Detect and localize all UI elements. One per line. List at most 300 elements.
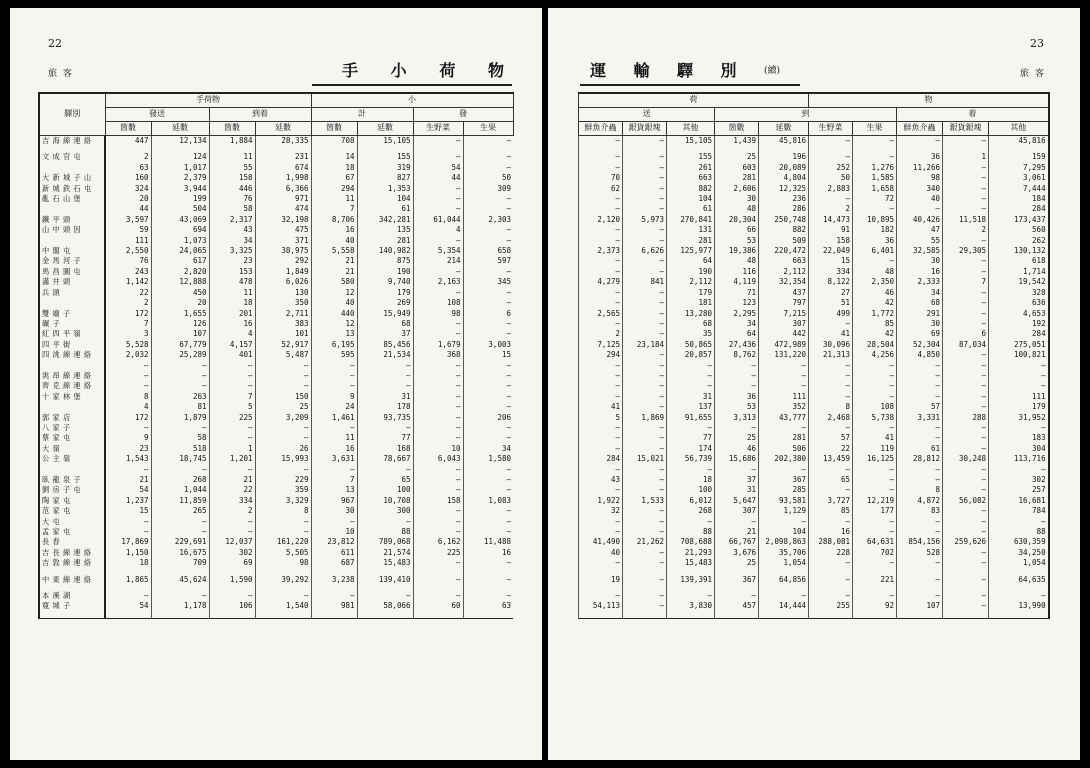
table-cell: — (943, 184, 989, 194)
station-name: 吉 敦 線 連 絡 (39, 558, 105, 568)
table-row (39, 575, 513, 585)
station-name: 山 中 頭 因 (39, 225, 105, 235)
table-row (39, 433, 513, 443)
left-data-table (38, 92, 514, 619)
table-cell: 85,456 (357, 340, 413, 350)
table-cell: 1,679 (413, 340, 463, 350)
table-cell: 11,518 (943, 215, 989, 225)
station-name: 十 家 林 堡 (39, 392, 105, 402)
table-cell: — (463, 506, 513, 516)
table-cell: 580 (311, 277, 357, 287)
table-cell: — (105, 371, 151, 381)
table-cell: 231 (255, 152, 311, 162)
table-cell: 50 (463, 173, 513, 183)
table-row (39, 381, 513, 391)
table-cell: 30 (715, 194, 759, 204)
table-row (39, 350, 513, 360)
table-cell: 1,879 (151, 413, 209, 423)
table-cell: — (623, 298, 667, 308)
table-cell: 192 (989, 319, 1049, 329)
table-cell: — (311, 423, 357, 433)
table-cell: 54,113 (579, 601, 623, 611)
table-cell: 98 (255, 558, 311, 568)
table-cell: 437 (759, 288, 809, 298)
table-row (39, 136, 513, 147)
table-row (39, 371, 513, 381)
table-cell: 11 (311, 433, 357, 443)
table-cell: 257 (989, 485, 1049, 495)
table-cell: 98 (413, 309, 463, 319)
table-cell (151, 612, 209, 619)
table-cell: 23 (105, 444, 151, 454)
table-cell: 4,804 (759, 173, 809, 183)
table-cell: 53 (715, 402, 759, 412)
table-cell: 91,655 (667, 413, 715, 423)
table-cell: 35 (667, 329, 715, 339)
table-cell: 1,658 (853, 184, 897, 194)
table-cell: 183 (989, 433, 1049, 443)
table-cell: — (623, 548, 667, 558)
table-cell: 32,198 (255, 215, 311, 225)
table-cell: — (463, 423, 513, 433)
table-row (579, 236, 1049, 246)
table-cell: 54 (105, 485, 151, 495)
table-cell: 618 (989, 256, 1049, 266)
table-cell: 100,821 (989, 350, 1049, 360)
table-cell: 21,574 (357, 548, 413, 558)
table-cell: 630,359 (989, 537, 1049, 547)
table-cell: 611 (311, 548, 357, 558)
table-cell: 981 (311, 601, 357, 611)
table-cell: — (623, 575, 667, 585)
table-cell: 30,248 (943, 454, 989, 464)
table-cell: 101 (255, 329, 311, 339)
table-cell: 12 (311, 288, 357, 298)
table-cell: — (943, 204, 989, 214)
table-cell: 7 (209, 392, 255, 402)
table-cell: — (151, 591, 209, 601)
table-cell: 307 (715, 506, 759, 516)
table-cell: 2,295 (715, 309, 759, 319)
table-cell: 1,353 (357, 184, 413, 194)
table-row (39, 591, 513, 601)
table-cell: — (579, 256, 623, 266)
table-cell: 12,888 (151, 277, 209, 287)
table-cell: 77 (667, 433, 715, 443)
table-cell: 14,444 (759, 601, 809, 611)
table-cell: 345 (463, 277, 513, 287)
table-cell: — (579, 591, 623, 601)
table-cell: 24 (311, 402, 357, 412)
station-name: 鐵 平 頭 (39, 215, 105, 225)
table-cell: 64,631 (853, 537, 897, 547)
table-cell (667, 612, 715, 619)
table-cell: 4,157 (209, 340, 255, 350)
table-cell: 882 (759, 225, 809, 235)
table-row (39, 152, 513, 162)
table-cell: — (579, 152, 623, 162)
table-cell: 3,238 (311, 575, 357, 585)
station-name: 四 洮 線 連 絡 (39, 350, 105, 360)
table-cell: 100 (667, 485, 715, 495)
header-goods: 物 (809, 93, 1049, 108)
table-cell: — (897, 371, 943, 381)
table-cell: 52,304 (897, 340, 943, 350)
table-cell (853, 612, 897, 619)
table-cell: 63 (463, 601, 513, 611)
table-cell: 15,993 (255, 454, 311, 464)
station-name: 馬 昌 圖 屯 (39, 267, 105, 277)
table-cell: 31,952 (989, 413, 1049, 423)
table-cell: — (463, 329, 513, 339)
table-cell: 41 (579, 402, 623, 412)
table-cell: 24,065 (151, 246, 209, 256)
table-cell: 499 (809, 309, 853, 319)
table-cell: 2,468 (809, 413, 853, 423)
table-cell: — (715, 591, 759, 601)
table-cell: 708 (311, 136, 357, 147)
table-cell: 40 (311, 236, 357, 246)
table-cell: — (989, 361, 1049, 371)
station-name: 寛 城 子 (39, 601, 105, 611)
station-name: 亂 石 山 堡 (39, 194, 105, 204)
table-cell: 76 (209, 194, 255, 204)
table-cell: — (809, 575, 853, 585)
table-cell: 5 (579, 413, 623, 423)
table-cell: 228 (809, 548, 853, 558)
table-cell: 15,105 (667, 136, 715, 147)
table-cell: 5,528 (105, 340, 151, 350)
table-cell: 6 (463, 309, 513, 319)
table-cell: — (897, 204, 943, 214)
table-cell: 7,295 (989, 163, 1049, 173)
table-cell: 21 (105, 475, 151, 485)
left-page (10, 8, 542, 760)
station-name (39, 361, 105, 371)
table-cell: 46 (853, 288, 897, 298)
table-cell: 2,820 (151, 267, 209, 277)
table-cell: 168 (357, 444, 413, 454)
table-cell: 181 (667, 298, 715, 308)
header-arrival: 到 (715, 108, 897, 122)
table-row (579, 558, 1049, 568)
table-cell: 172 (105, 309, 151, 319)
table-cell: — (943, 517, 989, 527)
station-name: 洮 昂 線 連 絡 (39, 371, 105, 381)
table-cell: 108 (853, 402, 897, 412)
table-cell: — (623, 517, 667, 527)
station-name: 公 主 嶺 (39, 454, 105, 464)
table-cell: — (413, 402, 463, 412)
table-cell: — (943, 548, 989, 558)
table-cell: 4,653 (989, 309, 1049, 319)
table-cell: 457 (715, 601, 759, 611)
table-row (39, 465, 513, 475)
table-cell: 1,276 (853, 163, 897, 173)
table-cell: 442 (759, 329, 809, 339)
table-cell: — (943, 288, 989, 298)
table-cell: 41,490 (579, 537, 623, 547)
table-cell: — (943, 392, 989, 402)
table-cell: — (311, 517, 357, 527)
table-cell: 1,772 (853, 309, 897, 319)
header-total: 計 (311, 108, 413, 122)
table-cell (759, 612, 809, 619)
table-cell: 518 (151, 444, 209, 454)
table-cell: 2,120 (579, 215, 623, 225)
table-cell: 42 (853, 329, 897, 339)
station-name: 新 城 鉄 石 屯 (39, 184, 105, 194)
table-cell: — (357, 381, 413, 391)
table-cell: 28,812 (897, 454, 943, 464)
table-cell: 88 (989, 527, 1049, 537)
table-cell: — (413, 475, 463, 485)
table-cell: 281 (759, 433, 809, 443)
table-cell: — (357, 591, 413, 601)
section-label: 旅客 (48, 69, 79, 79)
table-cell: 789,068 (357, 537, 413, 547)
table-row (579, 288, 1049, 298)
table-cell: 262 (989, 236, 1049, 246)
table-cell: — (853, 392, 897, 402)
table-cell: 7 (943, 277, 989, 287)
table-cell: 135 (357, 225, 413, 235)
table-cell: 83 (897, 506, 943, 516)
table-cell: 36 (715, 392, 759, 402)
table-cell: 3,331 (897, 413, 943, 423)
table-cell: — (463, 236, 513, 246)
table-cell: — (943, 350, 989, 360)
table-row (39, 558, 513, 568)
table-cell: — (579, 298, 623, 308)
table-cell: 67 (311, 173, 357, 183)
column-header: 延數 (255, 122, 311, 136)
table-cell: — (151, 361, 209, 371)
table-row (39, 340, 513, 350)
table-cell: 206 (463, 413, 513, 423)
table-cell: — (579, 433, 623, 443)
table-cell: 160 (105, 173, 151, 183)
table-cell: — (809, 361, 853, 371)
table-cell: 304 (989, 444, 1049, 454)
table-cell (897, 612, 943, 619)
table-cell: 1,540 (255, 601, 311, 611)
table-cell: 48 (715, 204, 759, 214)
table-row (579, 527, 1049, 537)
table-cell: 383 (255, 319, 311, 329)
table-row (39, 319, 513, 329)
table-cell: — (943, 475, 989, 485)
table-cell: 702 (853, 548, 897, 558)
table-cell: — (715, 423, 759, 433)
table-cell: 15,105 (357, 136, 413, 147)
table-cell: 44 (413, 173, 463, 183)
table-cell: 25 (715, 558, 759, 568)
station-name: 吉 海 線 連 絡 (39, 136, 105, 147)
table-cell: — (989, 591, 1049, 601)
table-cell: 184 (989, 194, 1049, 204)
table-cell: 243 (105, 267, 151, 277)
table-cell: 595 (311, 350, 357, 360)
table-cell: — (105, 527, 151, 537)
table-row (39, 204, 513, 214)
column-header: 生果 (853, 122, 897, 136)
station-name: 中 東 線 連 絡 (39, 575, 105, 585)
table-row (39, 612, 513, 619)
table-cell: 15,021 (623, 454, 667, 464)
table-cell: — (989, 517, 1049, 527)
table-cell: 2,317 (209, 215, 255, 225)
table-cell: 61,044 (413, 215, 463, 225)
column-header: 箇數 (311, 122, 357, 136)
table-cell: — (897, 527, 943, 537)
table-cell: — (943, 136, 989, 147)
table-cell: 1,237 (105, 496, 151, 506)
table-cell: 22 (209, 485, 255, 495)
column-header: 鮮魚介蟲 (579, 122, 623, 136)
table-cell: 15,686 (715, 454, 759, 464)
table-cell: 16 (897, 267, 943, 277)
table-cell: 202,380 (759, 454, 809, 464)
table-cell: — (463, 194, 513, 204)
table-row (39, 517, 513, 527)
table-cell: — (413, 423, 463, 433)
table-cell: 18 (667, 475, 715, 485)
table-cell: 15 (809, 256, 853, 266)
table-cell: 12,134 (151, 136, 209, 147)
table-cell: 34 (463, 444, 513, 454)
table-cell: 93,735 (357, 413, 413, 423)
table-cell: 34,250 (989, 548, 1049, 558)
table-cell: 4,119 (715, 277, 759, 287)
table-cell: 111 (759, 392, 809, 402)
table-cell: — (623, 350, 667, 360)
table-cell: 16 (209, 319, 255, 329)
column-header: 延數 (759, 122, 809, 136)
table-cell: 78,667 (357, 454, 413, 464)
table-cell: — (255, 433, 311, 443)
table-cell: — (623, 194, 667, 204)
table-cell: 342,281 (357, 215, 413, 225)
table-row (579, 184, 1049, 194)
table-cell: — (943, 236, 989, 246)
table-cell: — (255, 465, 311, 475)
column-header: 生果 (463, 122, 513, 136)
table-cell: — (853, 475, 897, 485)
table-cell: — (623, 236, 667, 246)
table-cell: 340 (897, 184, 943, 194)
header-arrival: 到着 (209, 108, 311, 122)
table-cell: 41 (809, 329, 853, 339)
table-cell: 2,606 (715, 184, 759, 194)
station-name: 郭 家 店 (39, 413, 105, 423)
table-cell: — (809, 319, 853, 329)
table-cell: 42 (853, 298, 897, 308)
table-cell: 255 (809, 601, 853, 611)
table-cell: 57 (897, 402, 943, 412)
table-cell: 61 (897, 444, 943, 454)
table-cell: 294 (579, 350, 623, 360)
table-cell: 5 (209, 402, 255, 412)
table-cell: 7,125 (579, 340, 623, 350)
station-name (39, 402, 105, 412)
table-row (579, 163, 1049, 173)
column-header: 銀貨銀塊 (623, 122, 667, 136)
table-cell: — (897, 361, 943, 371)
table-cell: — (151, 371, 209, 381)
table-row (39, 361, 513, 371)
table-row (579, 413, 1049, 423)
table-cell: 13,280 (667, 309, 715, 319)
table-cell: 2,112 (667, 277, 715, 287)
table-cell: 21,293 (667, 548, 715, 558)
table-cell: 3,003 (463, 340, 513, 350)
table-cell: 16,675 (151, 548, 209, 558)
table-cell: 53 (715, 236, 759, 246)
table-cell: 21 (311, 267, 357, 277)
table-cell: 36 (897, 152, 943, 162)
table-cell: 268 (667, 506, 715, 516)
header-dispatch: 發送 (105, 108, 209, 122)
table-cell: 6,162 (413, 537, 463, 547)
table-cell: — (357, 361, 413, 371)
table-cell: 8 (897, 485, 943, 495)
table-row (39, 402, 513, 412)
table-row (579, 173, 1049, 183)
table-cell: — (579, 225, 623, 235)
table-cell: 1,073 (151, 236, 209, 246)
table-cell: 4 (209, 329, 255, 339)
table-cell: — (853, 381, 897, 391)
table-cell: — (943, 267, 989, 277)
table-cell: — (809, 136, 853, 147)
table-cell: 291 (897, 309, 943, 319)
table-cell: 2 (209, 506, 255, 516)
table-cell: 85 (809, 506, 853, 516)
table-cell (579, 612, 623, 619)
table-cell: — (853, 485, 897, 495)
table-cell: 784 (989, 506, 1049, 516)
table-cell: — (413, 433, 463, 443)
table-cell: 22 (105, 288, 151, 298)
table-cell: 1,922 (579, 496, 623, 506)
table-cell: 300 (357, 506, 413, 516)
table-cell: — (579, 136, 623, 147)
table-row (39, 485, 513, 495)
table-cell: — (413, 152, 463, 162)
table-cell: — (463, 485, 513, 495)
table-cell: — (623, 392, 667, 402)
table-cell: 21,262 (623, 537, 667, 547)
table-cell: 617 (151, 256, 209, 266)
table-cell: 319 (357, 163, 413, 173)
table-cell: 1,150 (105, 548, 151, 558)
table-cell: 265 (151, 506, 209, 516)
table-cell: 32,585 (897, 246, 943, 256)
table-cell: 25 (715, 152, 759, 162)
table-cell: 827 (357, 173, 413, 183)
table-row (39, 329, 513, 339)
table-cell: 32,354 (759, 277, 809, 287)
table-row (39, 236, 513, 246)
table-row (579, 319, 1049, 329)
table-cell: 111 (989, 392, 1049, 402)
station-name: 金 馬 河 子 (39, 256, 105, 266)
table-cell: 8 (105, 392, 151, 402)
table-cell: — (105, 423, 151, 433)
table-cell: 1,655 (151, 309, 209, 319)
table-cell: — (943, 601, 989, 611)
